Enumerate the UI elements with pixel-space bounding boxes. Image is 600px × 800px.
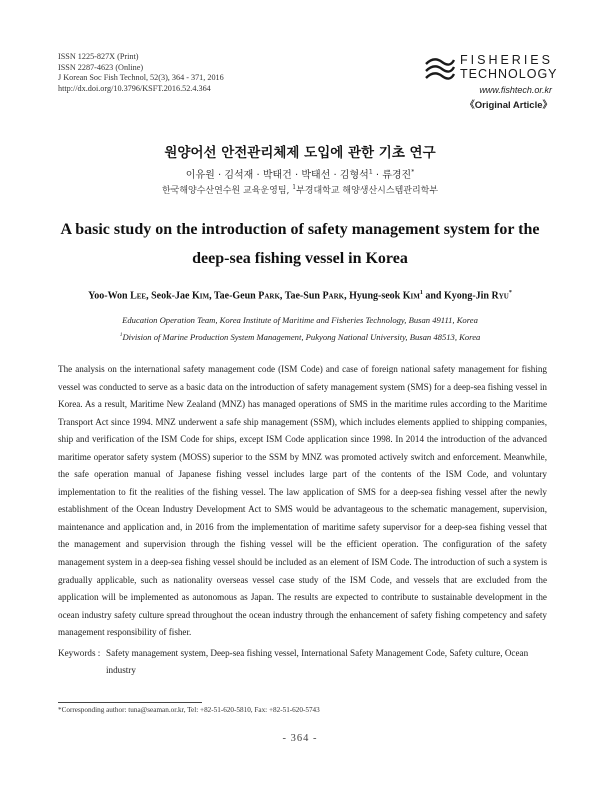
keywords-block — [58, 645, 547, 679]
corresponding-author-footnote: *Corresponding author: tuna@seaman.or.kr, Tel: +82-51-620-5810, Fax: +82-51-620-5743 — [58, 706, 320, 714]
page-number: - 364 - — [282, 733, 318, 744]
english-title: A basic study on the introduction of safety management system for the deep-sea fishing vessel in Korea — [60, 221, 540, 267]
wave-logo-icon — [424, 54, 456, 80]
article-type: 《Original Article》 — [465, 100, 552, 111]
footnote-divider — [58, 702, 202, 703]
english-affiliation-2: $^1$Division of Marine Production System Management, Pukyong National University, Busan 48513, Korea — [119, 332, 481, 342]
korean-title: 원양어선 안전관리체제 도입에 관한 기초 연구 — [164, 145, 436, 161]
journal-metadata — [58, 52, 224, 95]
korean-affiliations: 한국해양수산연수원 교육운영팀, $^1$부경대학교 해양생산시스템관리학부 — [161, 184, 439, 196]
issn-online: ISSN 2287-4623 (Online) — [58, 62, 144, 72]
doi-link[interactable]: http://dx.doi.org/10.3796/KSFT.2016.52.4.364 — [58, 84, 211, 94]
keywords-label: Keywords : — [58, 648, 101, 658]
issn-print: ISSN 1225-827X (Print) — [58, 52, 139, 61]
logo-word-technology: TECHNOLOGY — [460, 67, 558, 81]
journal-url[interactable]: www.fishtech.or.kr — [479, 85, 552, 95]
english-affiliation-1: Education Operation Team, Korea Institute of Maritime and Fisheries Technology, Busan 49111, Korea — [122, 315, 478, 325]
korean-authors: 이유원 · 김석재 · 박태건 · 박태선 · 김형석$^1$ · 류경진* — [185, 168, 415, 181]
abstract: The analysis on the international safety management code (ISM Code) and case of foreign national safety management for fishing vessel was conducted to serve as a basic data on the introduction of safety management system (SMS) for a deep-sea fishing vessel in Korea. As a result, Maritime New Zealand (MNZ) has managed operations of SMS in the maritime rules according to the Maritime Transport Act since 1994. MNZ underwent a safe ship management (SSM), which includes elements applied to shipping companies, ship and verification of the ISM Code for ships, except ISM Code application since 1998. In 2014 the introduction of the advanced maritime operator safety system (MOSS) superior to the SSM by MNZ was promoted actively switch and enforcement. Meanwhile, the safe operation manual of Japanese fishing vessel includes large part of the contents of the ISM Code, and voluntary implementation to fit the realities of the fishing vessel. The law application of SMS for a deep-sea fishing vessel after the newly establishment of the Ocean Industry Development Act to SMS would be advantageous to the schematic management, supervision, maintenance and application and, in 2016 from the implementation of maritime safety supervisor for a deep-sea fishing vessel that the management and supervision through the fishing vessel will be the efficient operation. The configuration of the safety management system in a deep-sea fishing vessel should be included as an element of ISM Code. The introduction of such a system is gradually applicable, such as nationality overseas vessel case study of the ISM Code, and vessels that are excluded from the application will be implemented as autonomous as Japan. The results are expected to contribute to sustainable development in the ocean industry safety culture spread throughout the ocean industry through the enhancement of safety fishing competency and safety management responsibility of fisher. — [58, 364, 547, 638]
english-authors: Yoo-Won Lee, Seok-Jae Kim, Tae-Geun Park, Tae-Sun Park, Hyung-seok Kim$^1$ and Kyong-Jin Ryu* — [88, 290, 512, 302]
logo-word-fisheries: FISHERIES — [460, 53, 553, 67]
journal-logo — [424, 52, 558, 111]
keywords-text: Safety management system, Deep-sea fishing vessel, International Safety Management Code, Safety culture, Ocean industry — [106, 648, 529, 675]
journal-citation: J Korean Soc Fish Technol, 52(3), 364 - 371, 2016 — [58, 73, 224, 83]
